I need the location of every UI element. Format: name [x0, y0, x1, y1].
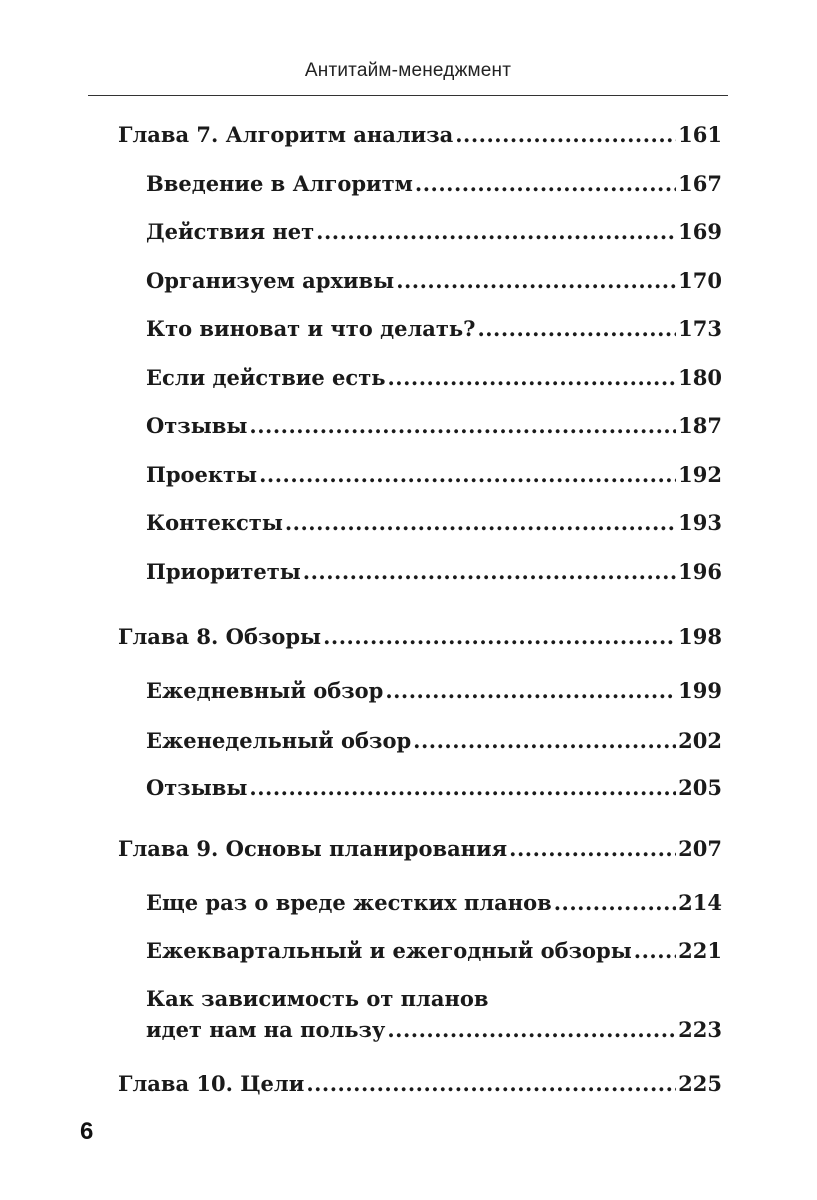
toc-entry[interactable]	[146, 171, 722, 197]
toc-entry-title: Ежеквартальный и ежегодный обзоры	[146, 938, 632, 963]
leader-dots	[455, 122, 676, 148]
toc-entry[interactable]	[146, 413, 722, 439]
toc-entry-chapter-9[interactable]	[118, 836, 722, 862]
toc-entry-page: 199	[678, 678, 722, 703]
toc-entry[interactable]	[146, 219, 722, 245]
toc-entry-page: 187	[678, 413, 722, 438]
toc-entry-page: 202	[678, 728, 722, 753]
leader-dots	[396, 268, 676, 294]
toc-entry-page: 167	[678, 171, 722, 196]
toc-entry-title: Глава 8. Обзоры	[118, 624, 322, 649]
toc-entry-page: 169	[678, 219, 722, 244]
toc-entry[interactable]	[146, 1017, 722, 1043]
leader-dots	[387, 365, 676, 391]
toc-entry-title: Организуем архивы	[146, 268, 395, 293]
leader-dots	[634, 938, 676, 964]
toc-entry-title: Действия нет	[146, 219, 315, 244]
running-head: Антитайм-менеджмент	[304, 60, 512, 81]
page-number: 6	[80, 1118, 94, 1145]
leader-dots	[259, 462, 676, 488]
toc-entry[interactable]	[146, 678, 722, 704]
toc-entry-title: Еще раз о вреде жестких планов	[146, 890, 552, 915]
toc-entry-title: Отзывы	[146, 775, 248, 800]
toc-entry[interactable]	[146, 462, 722, 488]
leader-dots	[387, 1017, 676, 1043]
toc-entry-title: Отзывы	[146, 413, 248, 438]
toc-entry-page: 221	[678, 938, 722, 963]
leader-dots	[385, 678, 676, 704]
toc-entry[interactable]	[146, 316, 722, 342]
toc-entry-chapter-8[interactable]	[118, 624, 722, 650]
toc-entry[interactable]	[146, 559, 722, 585]
toc-entry-page: 196	[678, 559, 722, 584]
leader-dots	[477, 316, 676, 342]
toc-entry-title: Глава 10. Цели	[118, 1071, 305, 1096]
leader-dots	[249, 413, 676, 439]
toc-entry-page: 223	[678, 1017, 722, 1042]
toc-entry-chapter-7[interactable]	[118, 122, 722, 148]
toc-entry-title: Проекты	[146, 462, 258, 487]
toc-entry-title: Приоритеты	[146, 559, 301, 584]
toc-entry-page: 180	[678, 365, 722, 390]
toc-entry-title-line1: Как зависимость от планов	[146, 986, 489, 1011]
leader-dots	[554, 890, 676, 916]
toc-entry-page: 173	[678, 316, 722, 341]
leader-dots	[249, 775, 676, 801]
toc-entry-page: 207	[678, 836, 722, 861]
toc-entry-title: Введение в Алгоритм	[146, 171, 413, 196]
toc-entry-title: Если действие есть	[146, 365, 386, 390]
leader-dots	[415, 171, 676, 197]
toc-entry-page: 198	[678, 624, 722, 649]
toc-entry[interactable]	[146, 728, 722, 754]
leader-dots	[509, 836, 676, 862]
toc-entry-page: 170	[678, 268, 722, 293]
toc-entry[interactable]	[146, 775, 722, 801]
toc-entry-title: Еженедельный обзор	[146, 728, 412, 753]
toc-entry-page: 225	[678, 1071, 722, 1096]
toc-entry[interactable]	[146, 510, 722, 536]
leader-dots	[323, 624, 676, 650]
toc-entry[interactable]	[146, 890, 722, 916]
toc-entry[interactable]	[146, 938, 722, 964]
header-rule	[88, 95, 728, 96]
toc-entry-chapter-10[interactable]	[118, 1071, 722, 1097]
toc-entry-title: Глава 9. Основы планирования	[118, 836, 508, 861]
leader-dots	[285, 510, 676, 536]
toc-entry[interactable]	[146, 268, 722, 294]
toc-entry-page: 214	[678, 890, 722, 915]
toc-entry-page: 161	[678, 122, 722, 147]
toc-entry-page: 205	[678, 775, 722, 800]
toc-entry[interactable]	[146, 365, 722, 391]
leader-dots	[413, 728, 676, 754]
leader-dots	[303, 559, 676, 585]
toc-entry-title: идет нам на пользу	[146, 1017, 386, 1042]
toc-entry-page: 192	[678, 462, 722, 487]
leader-dots	[316, 219, 676, 245]
toc-entry-title: Ежедневный обзор	[146, 678, 384, 703]
leader-dots	[306, 1071, 676, 1097]
toc-entry-title: Глава 7. Алгоритм анализа	[118, 122, 454, 147]
toc-entry-page: 193	[678, 510, 722, 535]
toc-entry-title: Контексты	[146, 510, 283, 535]
toc-entry-title: Кто виноват и что делать?	[146, 316, 476, 341]
